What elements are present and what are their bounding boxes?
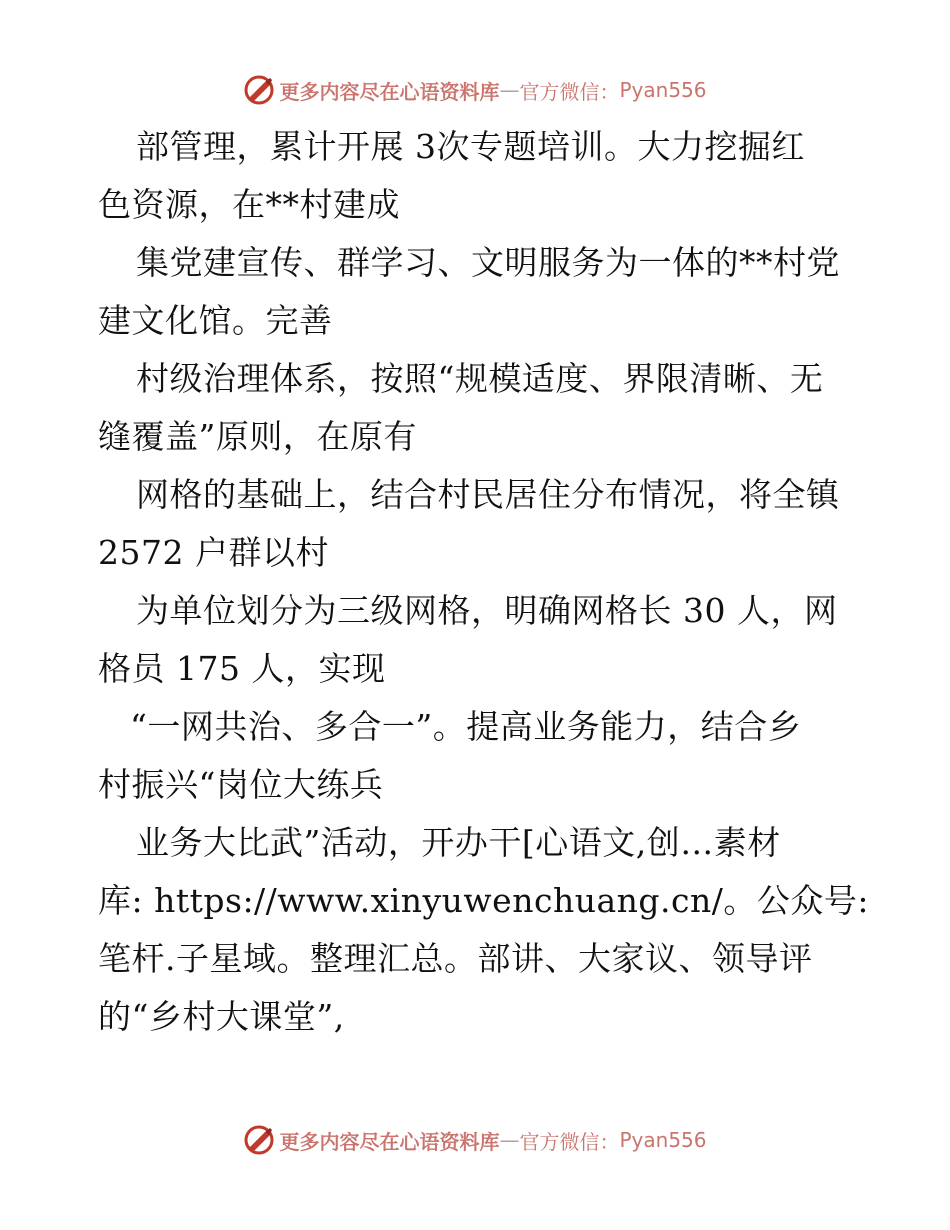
banner-title: 更多内容尽在心语资料库	[279, 1129, 500, 1154]
footer-banner	[0, 1120, 950, 1160]
text-line: 村振兴“岗位大练兵	[98, 765, 384, 804]
text-line: “一网共治、多合一”。提高业务能力，结合乡	[130, 707, 802, 746]
text-line: 业务大比武”活动，开办干[心语文,创…素材	[136, 823, 781, 862]
text-line: 网格的基础上，结合村民居住分布情况，将全镇	[136, 475, 840, 514]
text-line: 库: https://www.xinyuwenchuang.cn/。公众号:	[98, 881, 869, 920]
text-line: 色资源，在**村建成	[98, 185, 400, 224]
document-body	[98, 118, 869, 1046]
text-line: 2572 户群以村	[98, 533, 329, 572]
banner-separator: —	[499, 1128, 520, 1152]
text-line: 的“乡村大课堂”,	[98, 997, 345, 1036]
banner-wechat-label: 官方微信：	[519, 1129, 620, 1154]
logo-icon	[243, 1124, 275, 1156]
text-line: 为单位划分为三级网格，明确网格长 30 人，网	[136, 591, 838, 630]
logo-icon	[243, 74, 275, 106]
text-line: 缝覆盖”原则，在原有	[98, 417, 417, 456]
text-line: 笔杆.子星域。整理汇总。部讲、大家议、领导评	[98, 939, 813, 978]
banner-wechat-label: 官方微信：	[519, 79, 620, 104]
header-banner	[0, 70, 950, 110]
text-line: 建文化馆。完善	[98, 301, 333, 340]
banner-separator: —	[499, 78, 520, 102]
text-line: 格员 175 人，实现	[98, 649, 386, 688]
banner-wechat-id: Pyan556	[619, 78, 707, 102]
banner-title: 更多内容尽在心语资料库	[279, 79, 500, 104]
text-line: 部管理，累计开展 3次专题培训。大力挖掘红	[136, 127, 805, 166]
text-line: 村级治理体系，按照“规模适度、界限清晰、无	[136, 359, 824, 398]
text-line: 集党建宣传、群学习、文明服务为一体的**村党	[136, 243, 840, 282]
banner-wechat-id: Pyan556	[619, 1128, 707, 1152]
